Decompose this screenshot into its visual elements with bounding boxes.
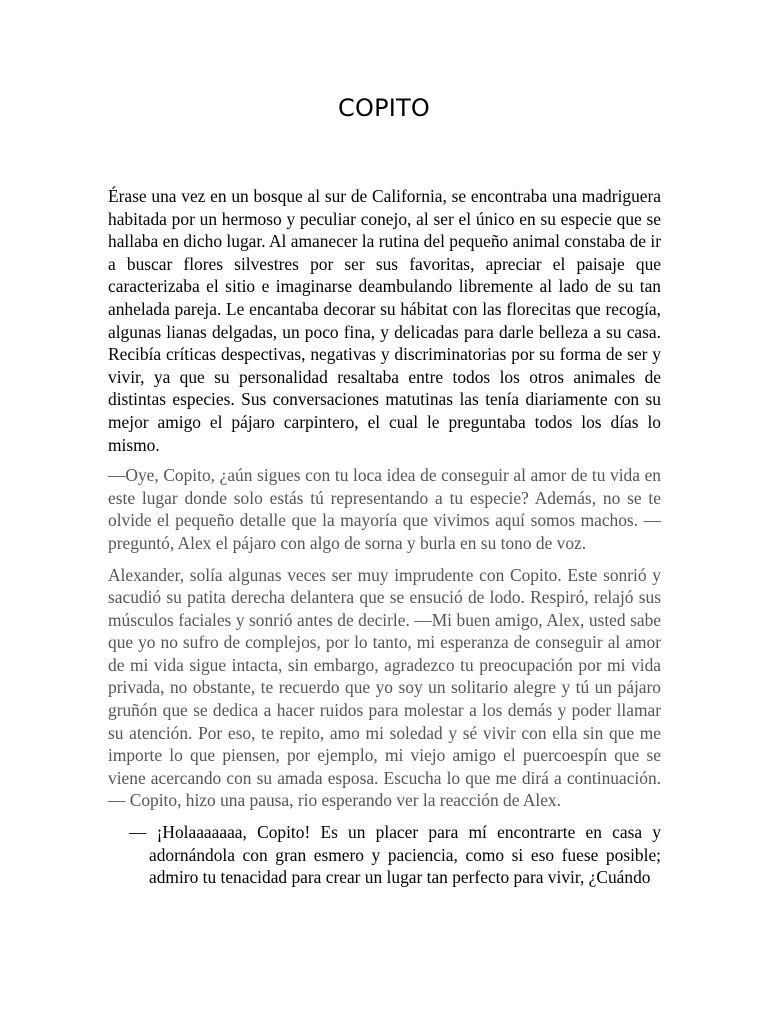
paragraph-dialogue-porcupine: — ¡Holaaaaaaa, Copito! Es un placer para mí encontrarte en casa y adornándola con gran esmero y paciencia, como si eso fuese posible; admiro tu tenacidad para crear un lugar tan perfecto para vivir, ¿Cuándo	[129, 822, 661, 888]
document-title: COPITO	[338, 94, 430, 122]
document-body	[108, 185, 661, 889]
paragraph-intro: Érase una vez en un bosque al sur de California, se encontraba una madriguera habitada por un hermoso y peculiar conejo, al ser el único en su especie que se hallaba en dicho lugar. Al amanecer la rutina del pequeño animal constaba de ir a buscar flores silvestres por ser sus favoritas, apreciar el paisaje que caracterizaba el sitio e imaginarse deambulando libremente al lado de su tan anhelada pareja. Le encantaba decorar su hábitat con las florecitas que recogía, algunas lianas delgadas, un poco fina, y delicadas para darle belleza a su casa. Recibía críticas despectivas, negativas y discriminatorias por su forma de ser y vivir, ya que su personalidad resaltaba entre todos los otros animales de distintas especies. Sus conversaciones matutinas las tenía diariamente con su mejor amigo el pájaro carpintero, el cual le preguntaba todos los días lo mismo.	[108, 186, 661, 455]
paragraph-copito-reply: Alexander, solía algunas veces ser muy imprudente con Copito. Este sonrió y sacudió su patita derecha delantera que se ensució de lodo. Respiró, relajó sus músculos faciales y sonrió antes de decirle. —Mi buen amigo, Alex, usted sabe que yo no sufro de complejos, por lo tanto, mi esperanza de conseguir al amor de mi vida sigue intacta, sin embargo, agradezco tu preocupación por mi vida privada, no obstante, te recuerdo que yo soy un solitario alegre y tú un pájaro gruñón que se dedica a hacer ruidos para molestar a los demás y poder llamar su atención. Por eso, te repito, amo mi soledad y sé vivir con ella sin que me importe lo que piensen, por ejemplo, mi viejo amigo el puercoespín que se viene acercando con su amada esposa. Escucha lo que me dirá a continuación. — Copito, hizo una pausa, rio esperando ver la reacción de Alex.	[108, 564, 661, 811]
paragraph-dialogue-alex: —Oye, Copito, ¿aún sigues con tu loca idea de conseguir al amor de tu vida en este lugar donde solo estás tú representando a tu especie? Además, no se te olvide el pequeño detalle que la mayoría que vivimos aquí somos machos. —preguntó, Alex el pájaro con algo de sorna y burla en su tono de voz.	[108, 465, 661, 553]
